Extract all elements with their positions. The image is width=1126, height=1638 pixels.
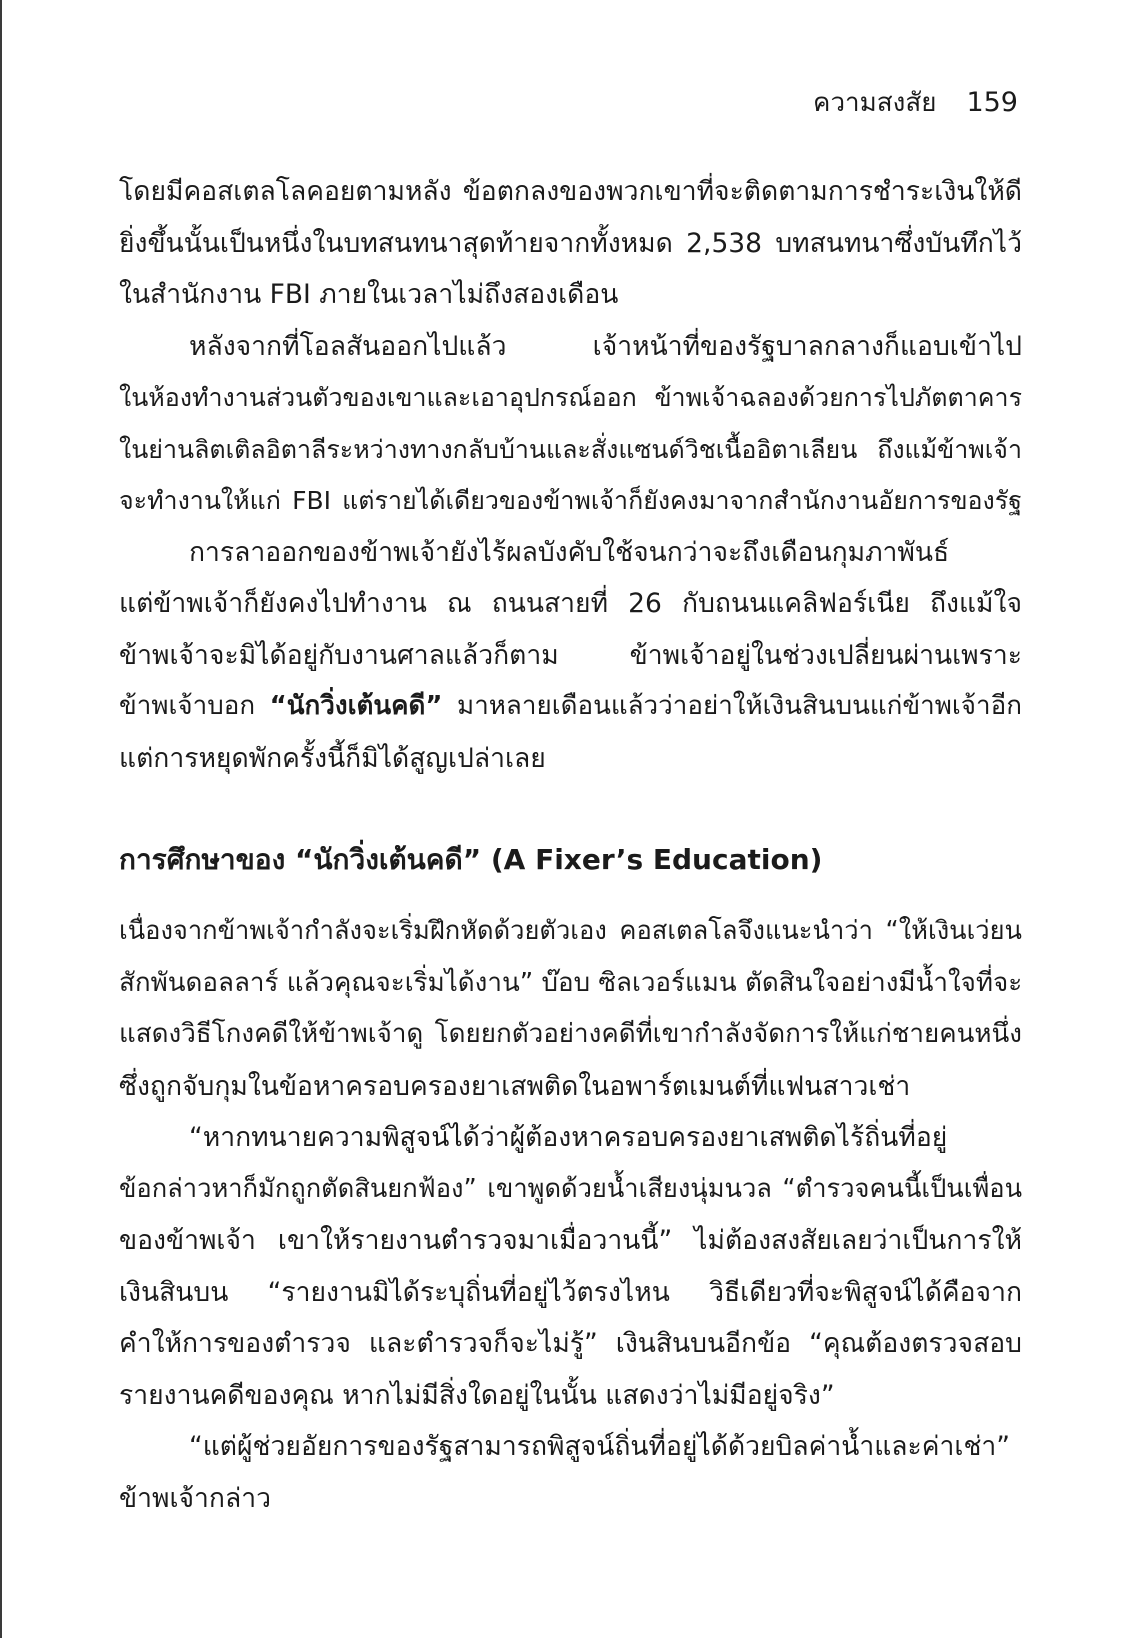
text-line: ในสำนักงาน FBI ภายในเวลาไม่ถึงสองเดือน bbox=[119, 279, 619, 310]
text-line: แต่การหยุดพักครั้งนี้ก็มิได้สูญเปล่าเลย bbox=[119, 742, 546, 774]
text-line: ของข้าพเจ้า เขาให้รายงานตำรวจมาเมื่อวานนี้” ไม่ต้องสงสัยเลยว่าเป็นการให้ bbox=[119, 1225, 1022, 1256]
text-line: เนื่องจากข้าพเจ้ากำลังจะเริ่มฝึกหัดด้วยตัวเอง คอสเตลโลจึงแนะนำว่า “ให้เงินเว่ยน bbox=[119, 916, 1022, 946]
paragraph-1 bbox=[119, 166, 1022, 321]
chapter-title: ความสงสัย bbox=[813, 88, 937, 118]
text-line: แต่ข้าพเจ้าก็ยังคงไปทำงาน ณ ถนนสายที่ 26 กับถนนแคลิฟอร์เนีย ถึงแม้ใจ bbox=[119, 588, 1022, 619]
text-run: มาหลายเดือนแล้วว่าอย่าให้เงินสินบนแก่ข้าพเจ้าอีก bbox=[442, 691, 1022, 721]
paragraph-2 bbox=[119, 321, 1022, 527]
body-text bbox=[119, 166, 1022, 1524]
emphasis-term: “นักวิ่งเต้นคดี” bbox=[269, 691, 443, 721]
text-line: “แต่ผู้ช่วยอัยการของรัฐสามารถพิสูจน์ถิ่นที่อยู่ได้ด้วยบิลค่าน้ำและค่าเช่า” bbox=[189, 1431, 1011, 1462]
text-line: การลาออกของข้าพเจ้ายังไร้ผลบังคับใช้จนกว่าจะถึงเดือนกุมภาพันธ์ bbox=[189, 536, 950, 568]
text-line: หลังจากที่โอลสันออกไปแล้ว เจ้าหน้าที่ของรัฐบาลกลางก็แอบเข้าไป bbox=[189, 330, 1022, 362]
text-line: โดยมีคอสเตลโลคอยตามหลัง ข้อตกลงของพวกเขาที่จะติดตามการชำระเงินให้ดี bbox=[119, 176, 1022, 207]
text-line: แสดงวิธีโกงคดีให้ข้าพเจ้าดู โดยยกตัวอย่างคดีที่เขากำลังจัดการให้แก่ชายคนหนึ่ง bbox=[119, 1019, 1022, 1049]
running-header bbox=[813, 82, 1018, 123]
page-number: 159 bbox=[966, 87, 1018, 118]
text-line: “หากทนายความพิสูจน์ได้ว่าผู้ต้องหาครอบครองยาเสพติดไร้ถิ่นที่อยู่ bbox=[189, 1122, 948, 1153]
paragraph-6 bbox=[119, 1421, 1022, 1524]
text-line: ข้าพเจ้าจะมิได้อยู่กับงานศาลแล้วก็ตาม ข้าพเจ้าอยู่ในช่วงเปลี่ยนผ่านเพราะ bbox=[119, 639, 1022, 671]
paragraph-5 bbox=[119, 1112, 1022, 1421]
text-line: ในย่านลิตเติลอิตาลีระหว่างทางกลับบ้านและสั่งแซนด์วิชเนื้ออิตาเลียน ถึงแม้ข้าพเจ้า bbox=[119, 434, 1022, 464]
text-line: ข้อกล่าวหาก็มักถูกตัดสินยกฟ้อง” เขาพูดด้วยน้ำเสียงนุ่มนวล “ตำรวจคนนี้เป็นเพื่อน bbox=[119, 1173, 1022, 1204]
section-heading: การศึกษาของ “นักวิ่งเต้นคดี” (A Fixer’s Education) bbox=[119, 843, 823, 876]
text-line: ข้าพเจ้ากล่าว bbox=[119, 1482, 271, 1514]
text-line: เงินสินบน “รายงานมิได้ระบุถิ่นที่อยู่ไว้ตรงไหน วิธีเดียวที่จะพิสูจน์ได้คือจาก bbox=[119, 1276, 1022, 1308]
text-line: สักพันดอลลาร์ แล้วคุณจะเริ่มได้งาน” บ๊อบ ซิลเวอร์แมน ตัดสินใจอย่างมีน้ำใจที่จะ bbox=[119, 967, 1023, 998]
text-run: ข้าพเจ้าบอก bbox=[119, 691, 270, 721]
text-line: จะทำงานให้แก่ FBI แต่รายได้เดียวของข้าพเจ้าก็ยังคงมาจากสำนักงานอัยการของรัฐ bbox=[119, 486, 1022, 515]
paragraph-3 bbox=[119, 527, 1022, 785]
paragraph-4 bbox=[119, 906, 1022, 1112]
text-line: ยิ่งขึ้นนั้นเป็นหนึ่งในบทสนทนาสุดท้ายจากทั้งหมด 2,538 บทสนทนาซึ่งบันทึกไว้ bbox=[119, 227, 1022, 259]
text-line: ในห้องทำงานส่วนตัวของเขาและเอาอุปกรณ์ออก ข้าพเจ้าฉลองด้วยการไปภัตตาคาร bbox=[119, 383, 1022, 412]
text-line: ซึ่งถูกจับกุมในข้อหาครอบครองยาเสพติดในอพาร์ตเมนต์ที่แฟนสาวเช่า bbox=[119, 1070, 911, 1102]
text-line: รายงานคดีของคุณ หากไม่มีสิ่งใดอยู่ในนั้น แสดงว่าไม่มีอยู่จริง” bbox=[119, 1379, 835, 1411]
text-line: คำให้การของตำรวจ และตำรวจก็จะไม่รู้” เงินสินบนอีกข้อ “คุณต้องตรวจสอบ bbox=[119, 1328, 1022, 1359]
text-line bbox=[119, 681, 1022, 733]
